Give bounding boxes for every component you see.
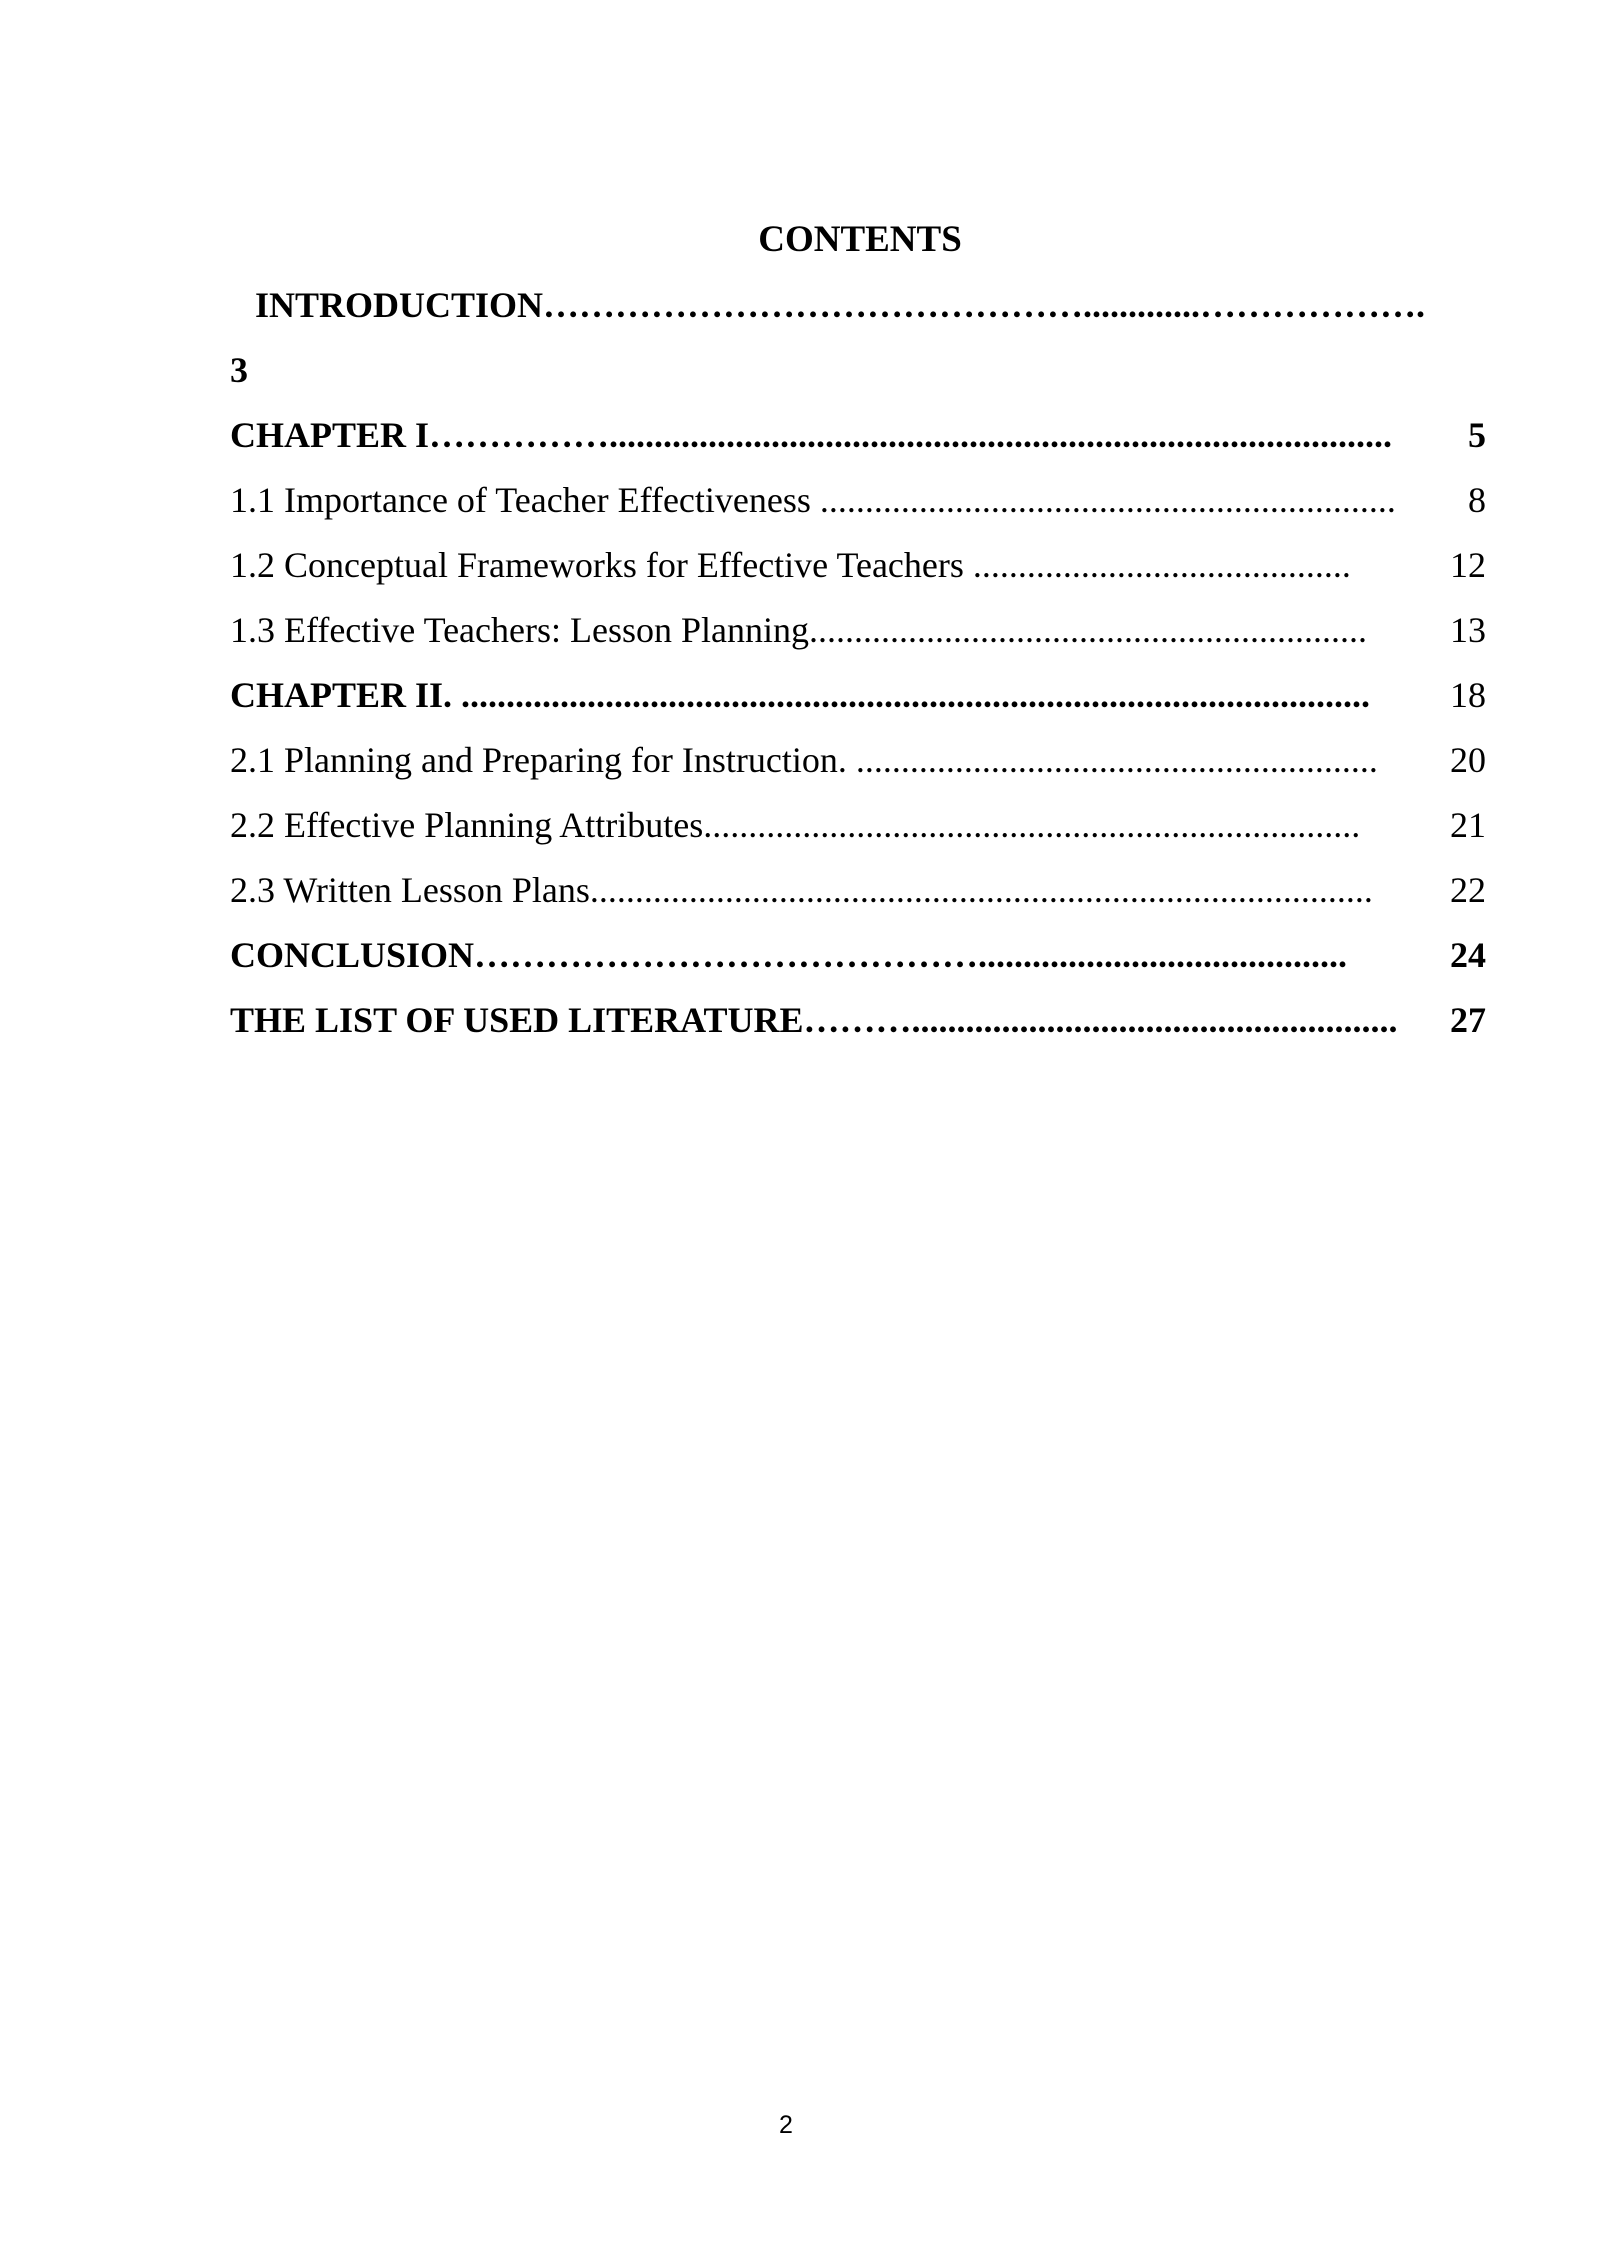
toc-entry-2-1 xyxy=(230,738,1486,803)
toc-entry-page-number: 21 xyxy=(1450,805,1486,845)
toc-entry-page-number: 22 xyxy=(1450,870,1486,910)
toc-entry-2-2 xyxy=(230,803,1486,868)
toc-entry-label: 1.1 Importance of Teacher Effectiveness ................................................................ xyxy=(230,480,1396,520)
toc-entry-page-number: 3 xyxy=(230,350,248,390)
toc-entry-label: 1.3 Effective Teachers: Lesson Planning.............................................................. xyxy=(230,610,1367,650)
toc-entry-label: 2.1 Planning and Preparing for Instruction. .......................................................... xyxy=(230,740,1378,780)
toc-entry-label: 2.3 Written Lesson Plans....................................................................................... xyxy=(230,870,1373,910)
toc-entry-label: THE LIST OF USED LITERATURE………...................................................... xyxy=(230,1000,1398,1040)
toc-entry-1-3 xyxy=(230,608,1486,673)
table-of-contents xyxy=(230,283,1486,1063)
toc-entry-chapter-1 xyxy=(230,413,1486,478)
toc-entry-page-number: 24 xyxy=(1450,935,1486,975)
toc-entry-page-number: 5 xyxy=(1468,415,1486,455)
toc-entry-label: CHAPTER I……………....................................................................................... xyxy=(230,415,1393,455)
toc-entry-1-1 xyxy=(230,478,1486,543)
toc-entry-2-3 xyxy=(230,868,1486,933)
toc-entry-page-number: 12 xyxy=(1450,545,1486,585)
toc-entry-label: 1.2 Conceptual Frameworks for Effective Teachers .......................................... xyxy=(230,545,1351,585)
toc-entry-label: INTRODUCTION……………………………………….............………………. xyxy=(255,285,1426,325)
toc-entry-label: 2.2 Effective Planning Attributes......................................................................... xyxy=(230,805,1361,845)
toc-entry-conclusion xyxy=(230,933,1486,998)
toc-entry-introduction xyxy=(230,283,1486,348)
toc-entry-page-number: 8 xyxy=(1468,480,1486,520)
toc-entry-page-number: 18 xyxy=(1450,675,1486,715)
toc-entry-literature xyxy=(230,998,1486,1063)
contents-heading: CONTENTS xyxy=(758,219,962,260)
toc-entry-label: CHAPTER II. ..................................................................................................... xyxy=(230,675,1371,715)
toc-entry-1-2 xyxy=(230,543,1486,608)
toc-entry-page-number: 20 xyxy=(1450,740,1486,780)
toc-entry-page-number: 13 xyxy=(1450,610,1486,650)
toc-entry-label: CONCLUSION……………………………………......................................... xyxy=(230,935,1348,975)
page-number: 2 xyxy=(779,2111,793,2139)
toc-entry-introduction-page-line xyxy=(230,348,1486,413)
toc-entry-chapter-2 xyxy=(230,673,1486,738)
toc-entry-page-number: 27 xyxy=(1450,1000,1486,1040)
